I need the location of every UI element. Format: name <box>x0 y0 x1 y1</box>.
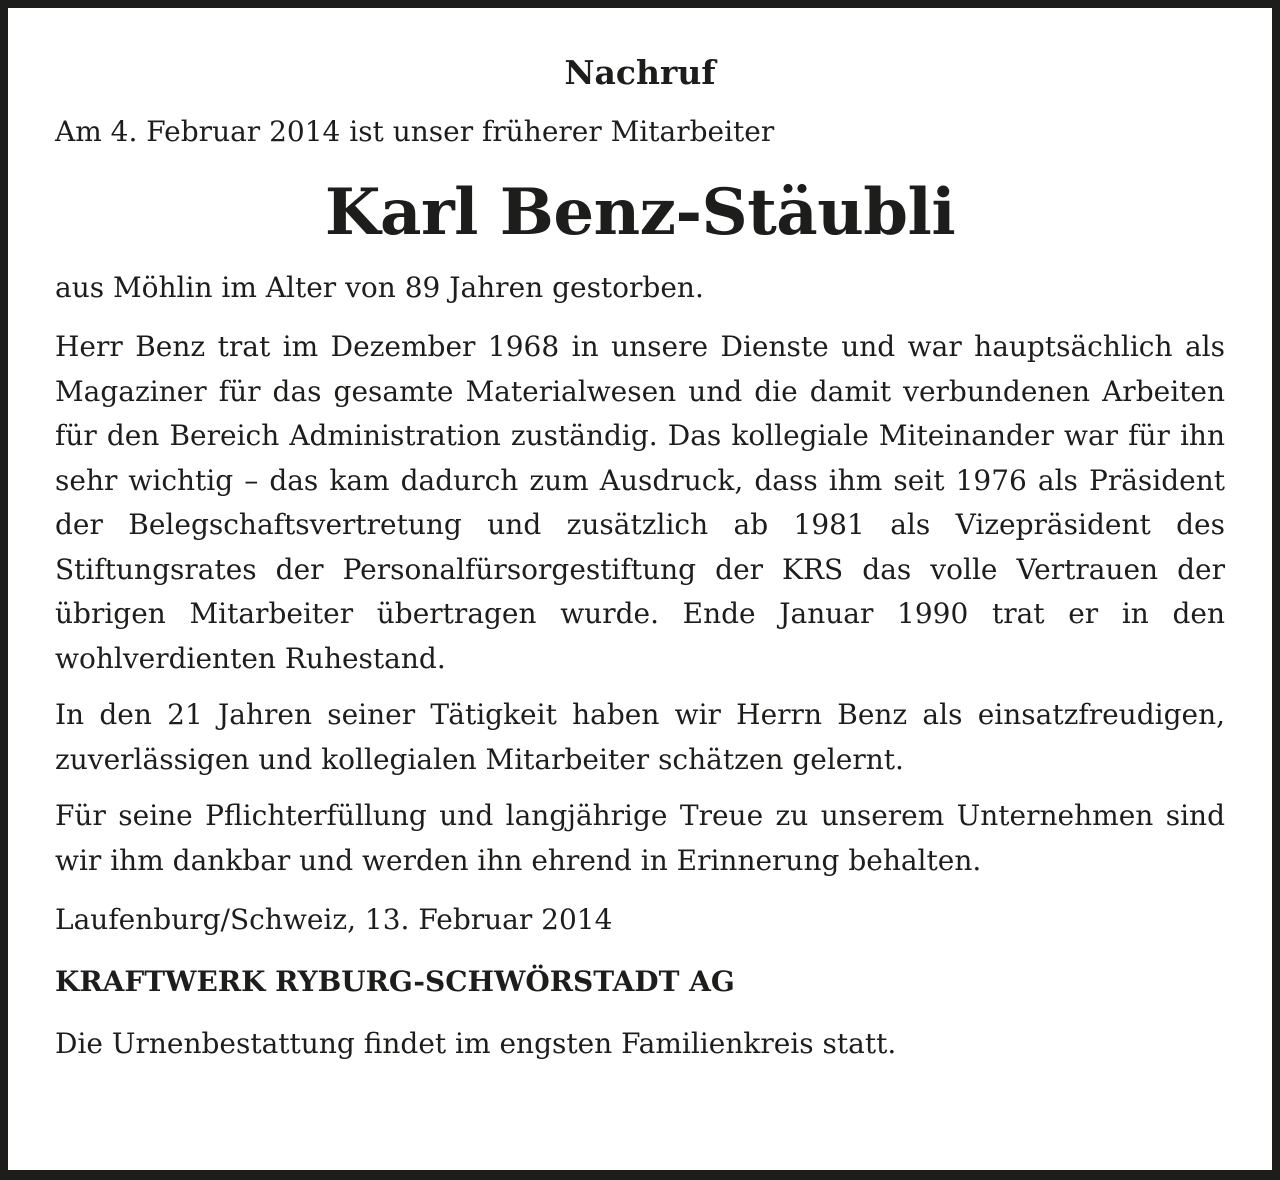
death-line: aus Möhlin im Alter von 89 Jahren gestorben. <box>55 271 704 304</box>
notice-heading: Nachruf <box>564 53 716 92</box>
intro-line: Am 4. Februar 2014 ist unser früherer Mitarbeiter <box>55 115 775 148</box>
obituary-notice <box>55 47 1225 1067</box>
biography-paragraph: Herr Benz trat im Dezember 1968 in unsere Dienste und war hauptsächlich als Magaziner für das gesamte Materialwesen und die damit verbundenen Arbeiten für den Bereich Administration zuständig. Das kollegiale Miteinander war für ihn sehr wichtig – das kam dadurch zum Ausdruck, dass ihm seit 1976 als Präsident der Belegschaftsvertretung und zusätzlich ab 1981 als Vizepräsident des Stiftungsrates der Personalfürsorgestiftung der KRS das volle Vertrauen der übrigen Mitarbeiter übertragen wurde. Ende Januar 1990 trat er in den wohlverdienten Ruhestand. <box>55 330 1225 675</box>
deceased-name: Karl Benz-Stäubli <box>324 175 956 250</box>
funeral-note: Die Urnenbestattung findet im engsten Familienkreis statt. <box>55 1027 897 1060</box>
company-name: KRAFTWERK RYBURG-SCHWÖRSTADT AG <box>55 965 735 998</box>
place-and-date: Laufenburg/Schweiz, 13. Februar 2014 <box>55 903 613 936</box>
gratitude-paragraph: Für seine Pflichterfüllung und langjährige Treue zu unserem Unternehmen sind wir ihm dankbar und werden ihn ehrend in Erinnerung behalten. <box>55 799 1225 877</box>
appreciation-paragraph: In den 21 Jahren seiner Tätigkeit haben wir Herrn Benz als einsatzfreudigen, zuverlässigen und kollegialen Mitarbeiter schätzen gelernt. <box>55 698 1225 776</box>
